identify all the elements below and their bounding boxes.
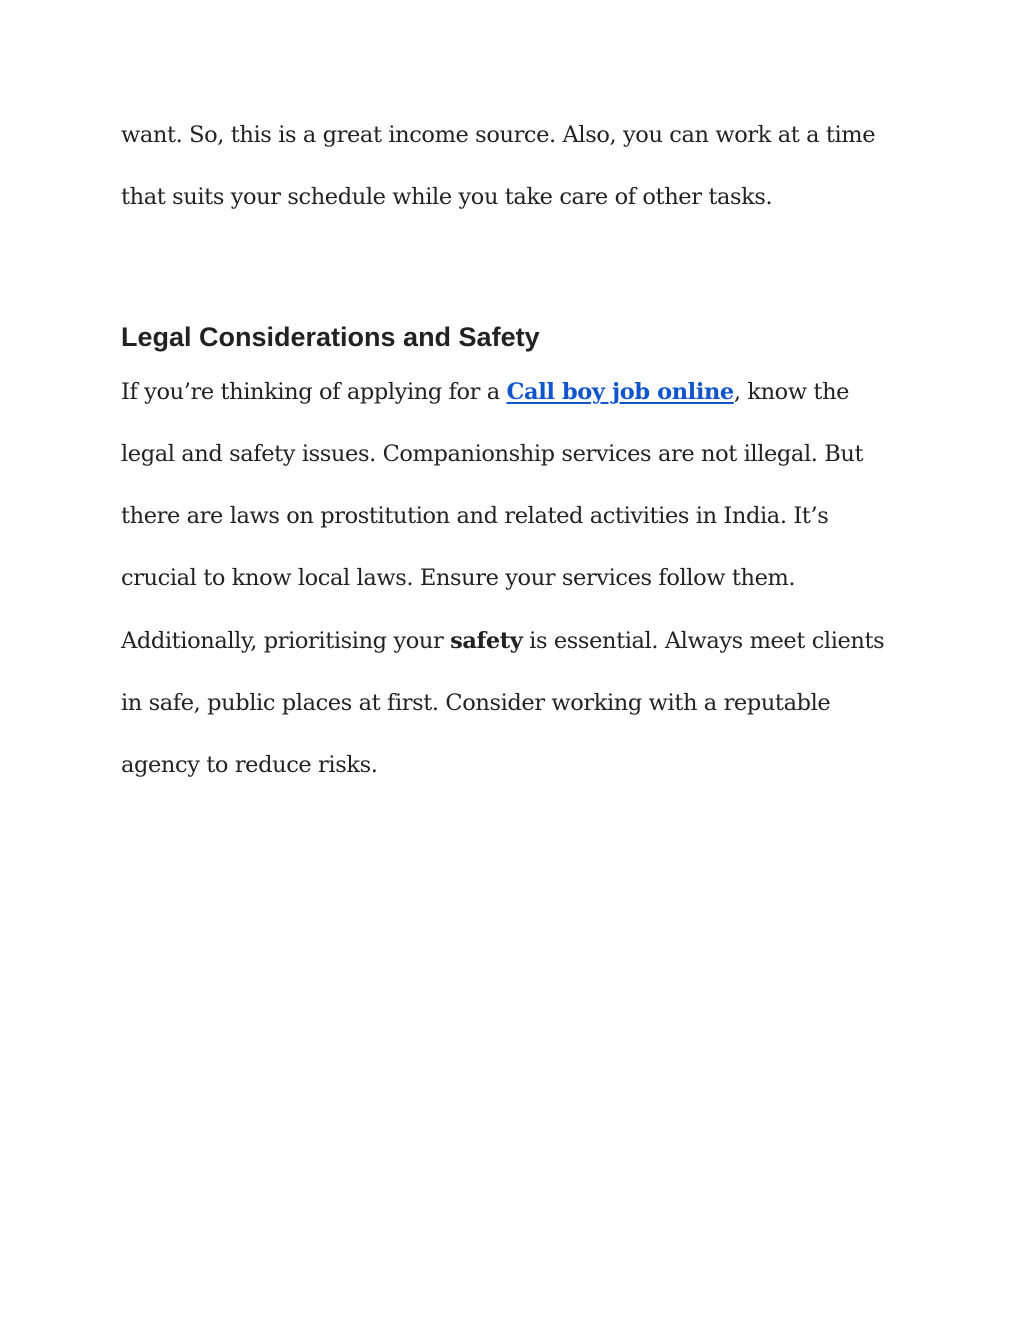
paragraph-line-4: crucial to know local laws. Ensure your services follow them. — [121, 565, 796, 591]
intro-line-2: that suits your schedule while you take care of other tasks. — [121, 184, 773, 210]
section-heading: Legal Considerations and Safety — [121, 322, 540, 352]
paragraph-line-3: there are laws on prostitution and related activities in India. It’s — [121, 503, 829, 529]
paragraph-text-before-link: If you’re thinking of applying for a — [121, 379, 507, 405]
paragraph-line-1 — [121, 377, 921, 407]
safety-emphasis: safety — [450, 628, 523, 654]
paragraph-line-2: legal and safety issues. Companionship services are not illegal. But — [121, 441, 864, 467]
call-boy-job-link[interactable]: Call boy job online — [506, 379, 734, 405]
intro-line-1: want. So, this is a great income source. Also, you can work at a time — [121, 122, 876, 148]
paragraph-text-after-bold: is essential. Always meet clients — [522, 628, 885, 654]
paragraph-line-5 — [121, 626, 921, 656]
paragraph-text-after-link: , know the — [733, 379, 850, 405]
paragraph-line-6: in safe, public places at first. Consider working with a reputable — [121, 690, 831, 716]
paragraph-text-before-bold: Additionally, prioritising your — [121, 628, 451, 654]
paragraph-line-7: agency to reduce risks. — [121, 752, 378, 778]
